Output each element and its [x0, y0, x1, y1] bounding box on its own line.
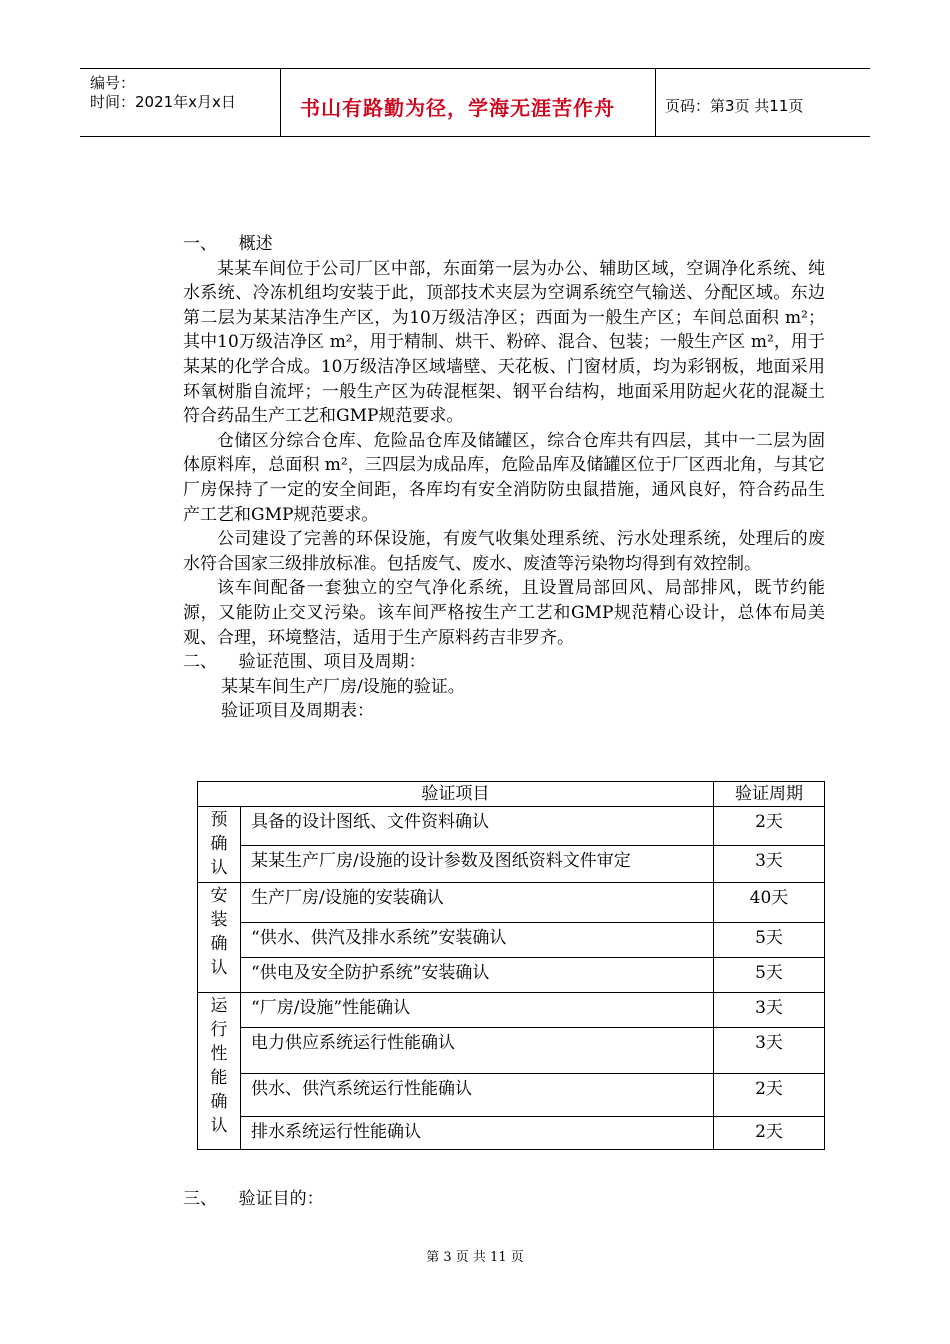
header-bottom-rule	[80, 136, 870, 137]
table-row	[198, 958, 825, 993]
page-label: 页码：第3页 共11页	[665, 97, 804, 115]
item-cell: “厂房/设施”性能确认	[241, 993, 714, 1028]
table-row	[198, 883, 825, 923]
item-cell: 具备的设计图纸、文件资料确认	[241, 807, 714, 846]
col-header-period: 验证周期	[714, 782, 825, 807]
days-cell: 3天	[714, 1028, 825, 1074]
paragraph: 仓储区分综合仓库、危险品仓库及储罐区，综合仓库共有四层，其中一二层为固体原料库，总面积 m²，三四层为成品库，危险品库及储罐区位于厂区西北角，与其它厂房保持了一定的安全间距，各库均有安全消防防虫鼠措施，通风良好，符合药品生产工艺和GMP规范要求。	[183, 430, 825, 525]
item-cell: “供电及安全防护系统”安装确认	[241, 958, 714, 993]
group-label-install-confirm: 安 装 确 认	[198, 883, 241, 993]
scope-line: 某某车间生产厂房/设施的验证。	[221, 676, 465, 697]
header-motto: 书山有路勤为径，学海无涯苦作舟	[300, 96, 615, 120]
number-label: 编号：	[90, 74, 136, 92]
item-cell: 供水、供汽系统运行性能确认	[241, 1074, 714, 1117]
days-cell: 3天	[714, 846, 825, 883]
table-row	[198, 1074, 825, 1117]
header-top-rule	[80, 68, 870, 69]
table-row	[198, 807, 825, 846]
header-divider-right	[655, 68, 656, 136]
section-heading: 一、 概述	[183, 234, 273, 254]
days-cell: 5天	[714, 958, 825, 993]
table-row	[198, 923, 825, 958]
document-body	[183, 232, 825, 724]
item-cell: 某某生产厂房/设施的设计参数及图纸资料文件审定	[241, 846, 714, 883]
days-cell: 40天	[714, 883, 825, 923]
table-row	[198, 1028, 825, 1074]
col-header-item: 验证项目	[198, 782, 714, 807]
table-header-row	[198, 782, 825, 807]
item-cell: 电力供应系统运行性能确认	[241, 1028, 714, 1074]
page-footer: 第 3 页 共 11 页	[426, 1250, 524, 1265]
paragraph: 该车间配备一套独立的空气净化系统，且设置局部回风、局部排风，既节约能源，又能防止交叉污染。该车间严格按生产工艺和GMP规范精心设计，总体布局美观、合理，环境整洁，适用于生产原料药吉非罗齐。	[183, 578, 825, 648]
paragraph: 某某车间位于公司厂区中部，东面第一层为办公、辅助区域，空调净化系统、纯水系统、冷冻机组均安装于此，顶部技术夹层为空调系统空气输送、分配区域。东边第二层为某某洁净生产区，为10万级洁净区；西面为一般生产区；车间总面积 m²；其中10万级洁净区 m²，用于精制、烘干、粉碎、混合、包装；一般生产区 m²，用于某某的化学合成。10万级洁净区域墙壁、天花板、门窗材质，均为彩钢板，地面采用环氧树脂自流坪；一般生产区为砖混框架、钢平台结构，地面采用防起火花的混凝土符合药品生产工艺和GMP规范要求。	[183, 258, 825, 427]
group-label-operation-confirm: 运 行 性 能 确 认	[198, 993, 241, 1150]
paragraph: 公司建设了完善的环保设施，有废气收集处理系统、污水处理系统，处理后的废水符合国家三级排放标准。包括废气、废水、废渣等污染物均得到有效控制。	[183, 529, 825, 574]
validation-table	[197, 781, 825, 1150]
days-cell: 2天	[714, 1117, 825, 1150]
group-label-pre-confirm: 预 确 认	[198, 807, 241, 883]
section-heading: 二、 验证范围、项目及周期：	[183, 652, 426, 673]
table-caption: 验证项目及周期表：	[221, 701, 374, 722]
item-cell: 生产厂房/设施的安装确认	[241, 883, 714, 923]
table-row	[198, 846, 825, 883]
header-divider-left	[280, 68, 281, 136]
days-cell: 2天	[714, 1074, 825, 1117]
table-row	[198, 993, 825, 1028]
item-cell: 排水系统运行性能确认	[241, 1117, 714, 1150]
item-cell: “供水、供汽及排水系统”安装确认	[241, 923, 714, 958]
table-row	[198, 1117, 825, 1150]
days-cell: 2天	[714, 807, 825, 846]
days-cell: 3天	[714, 993, 825, 1028]
date-label: 时间：2021年x月x日	[90, 93, 236, 111]
section-heading: 三、 验证目的：	[183, 1189, 324, 1209]
days-cell: 5天	[714, 923, 825, 958]
